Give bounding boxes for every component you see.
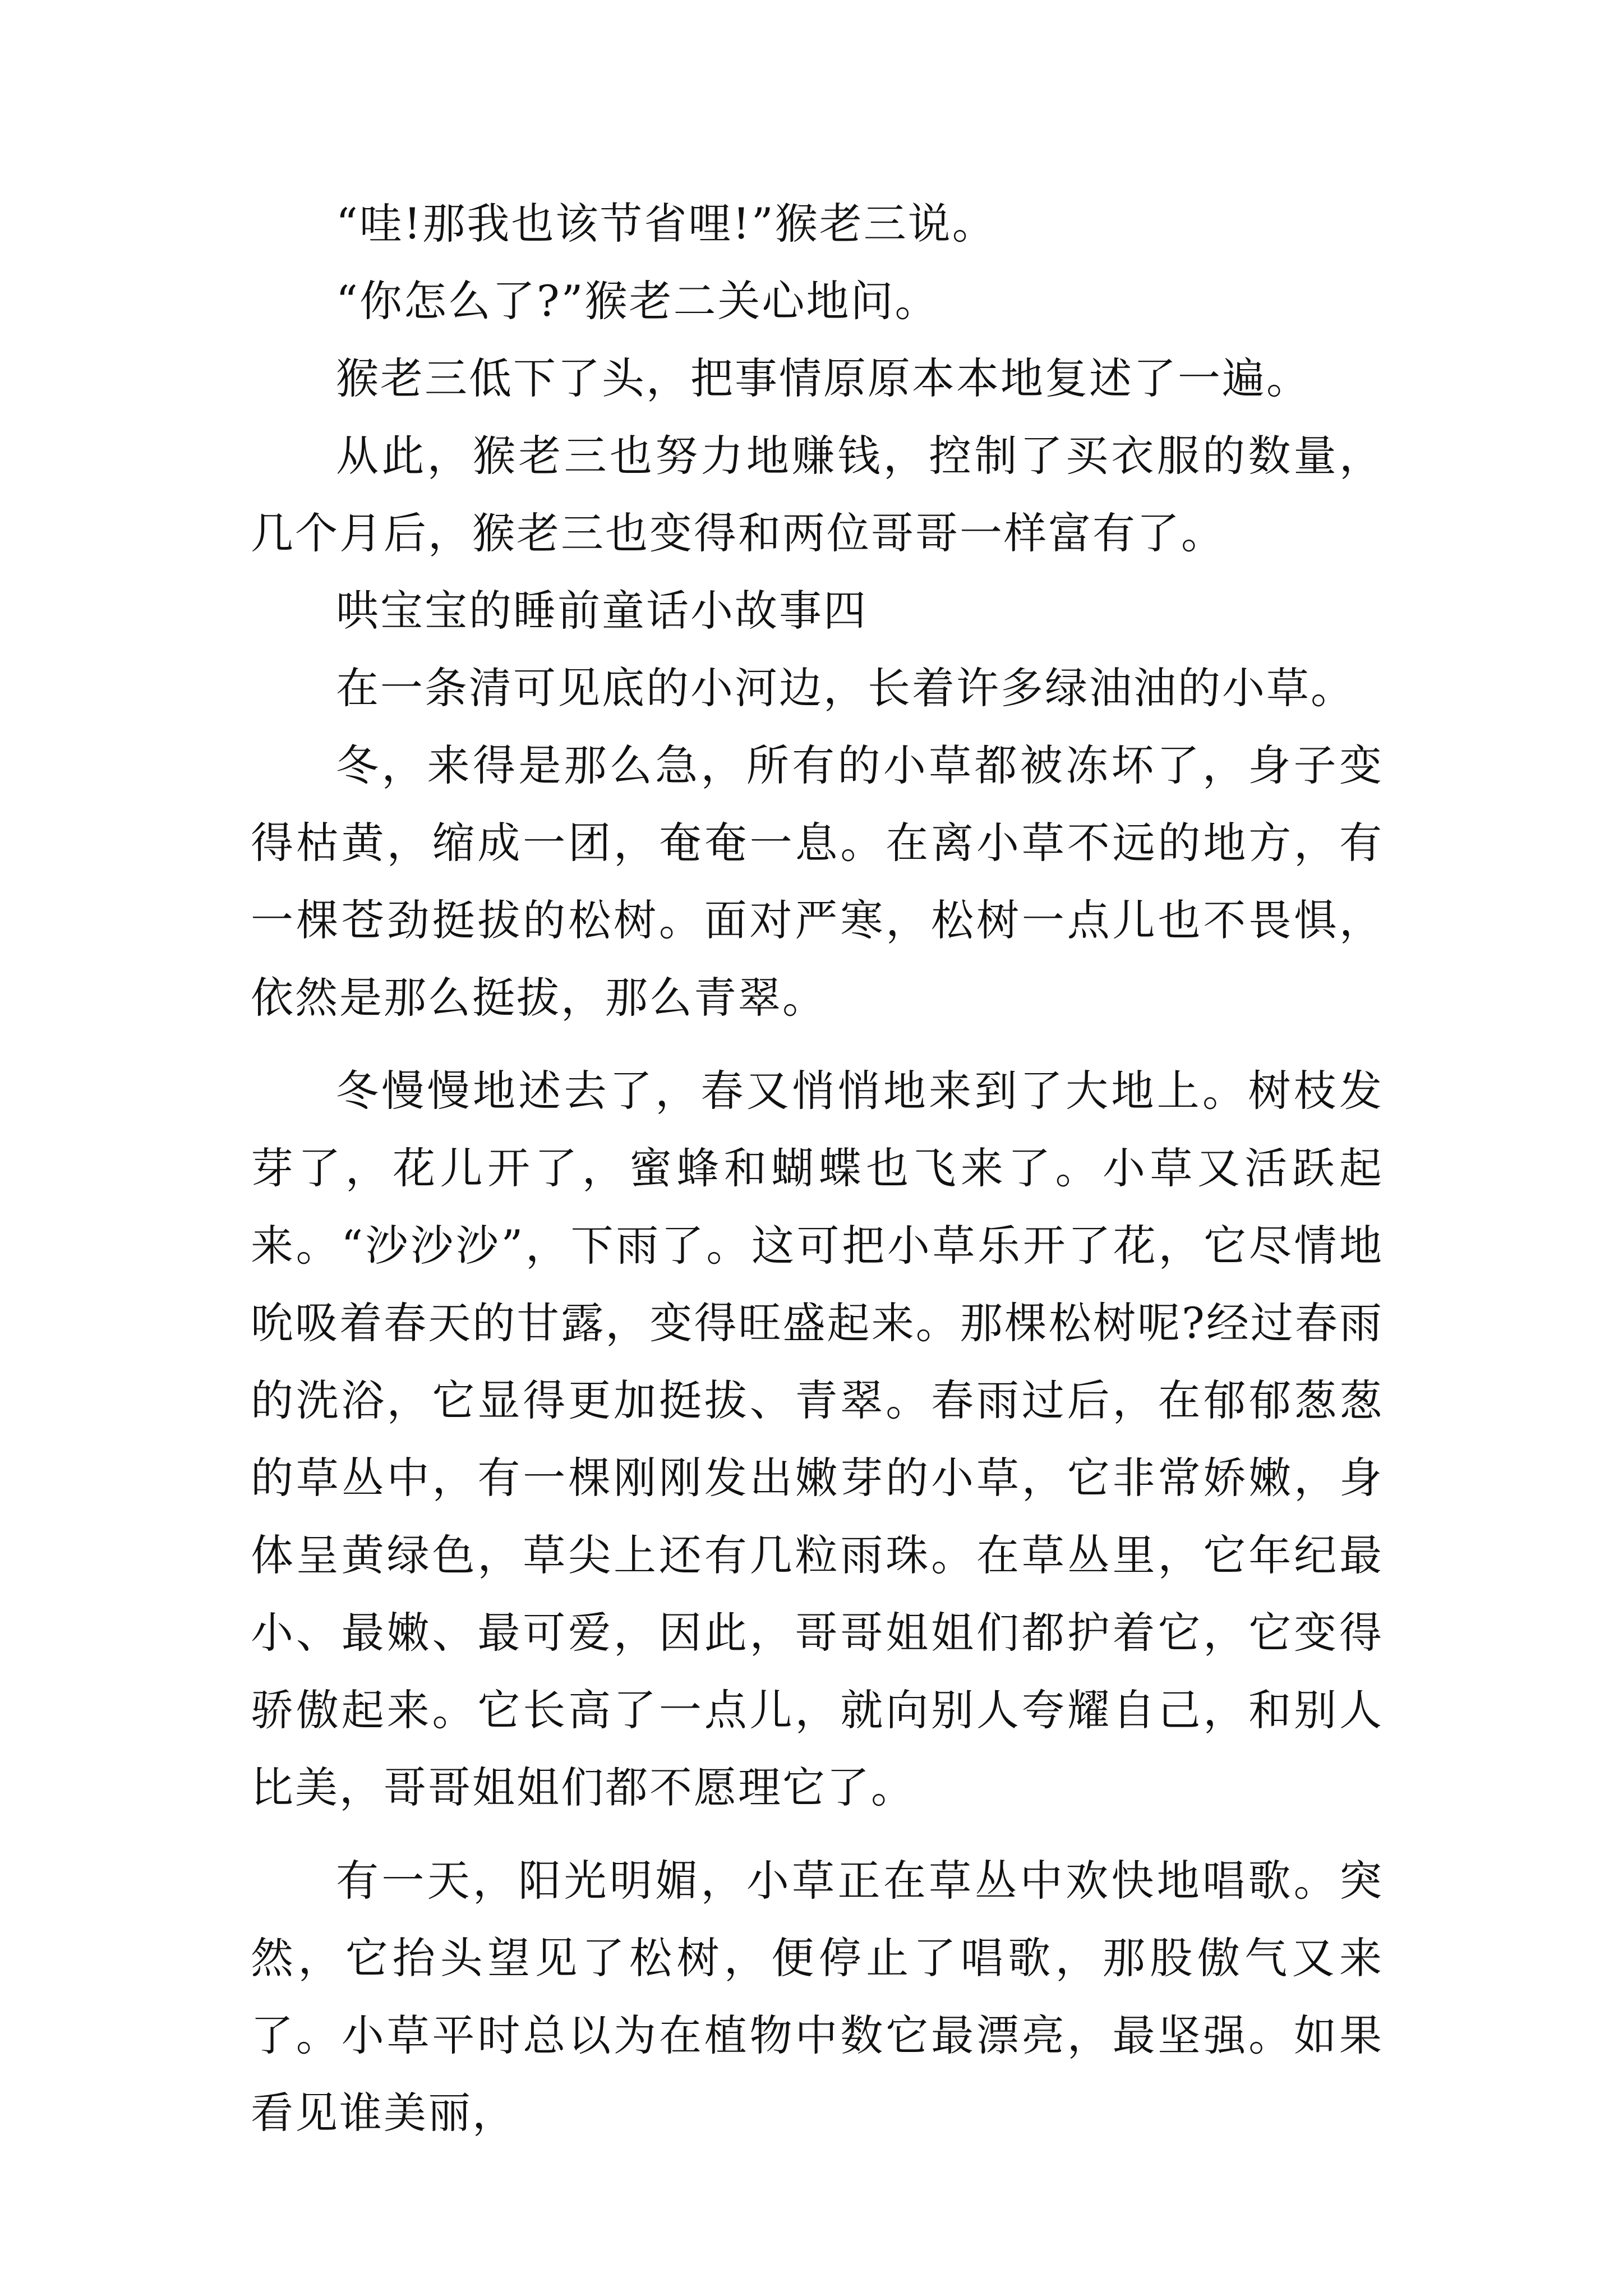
paragraph: 猴老三低下了头，把事情原原本本地复述了一遍。 xyxy=(336,353,1311,403)
section-heading: 哄宝宝的睡前童话小故事四 xyxy=(336,586,868,636)
paragraph: “你怎么了?”猴老二关心地问。 xyxy=(336,276,939,326)
paragraph: 有一天，阳光明媚，小草正在草丛中欢快地唱歌。突然，它抬头望见了松树，便停止了唱歌，那股傲气又来了。小草平时总以为在植物中数它最漂亮，最坚强。如果看见谁美丽， xyxy=(251,1856,1384,2138)
paragraph: 在一条清可见底的小河边，长着许多绿油油的小草。 xyxy=(336,663,1355,713)
paragraph: 从此，猴老三也努力地赚钱，控制了买衣服的数量，几个月后，猴老三也变得和两位哥哥一样富有了。 xyxy=(251,431,1384,558)
paragraph: 冬，来得是那么急，所有的小草都被冻坏了，身子变得枯黄，缩成一团，奄奄一息。在离小草不远的地方，有一棵苍劲挺拔的松树。面对严寒，松树一点儿也不畏惧，依然是那么挺拔，那么青翠。 xyxy=(251,740,1384,1023)
paragraph: 冬慢慢地述去了，春又悄悄地来到了大地上。树枝发芽了，花儿开了，蜜蜂和蝴蝶也飞来了。小草又活跃起来。“沙沙沙”，下雨了。这可把小草乐开了花，它尽情地吮吸着春天的甘露，变得旺盛起来。那棵松树呢?经过春雨的洗浴，它显得更加挺拔、青翠。春雨过后，在郁郁葱葱的草丛中，有一棵刚刚发出嫩芽的小草，它非常娇嫩，身体呈黄绿色，草尖上还有几粒雨珠。在草丛里，它年纪最小、最嫩、最可爱，因此，哥哥姐姐们都护着它，它变得骄傲起来。它长高了一点儿，就向别人夸耀自己，和别人比美，哥哥姐姐们都不愿理它了。 xyxy=(251,1066,1384,1812)
body-text xyxy=(251,185,1384,2152)
paragraph: “哇!那我也该节省哩!”猴老三说。 xyxy=(336,199,997,249)
